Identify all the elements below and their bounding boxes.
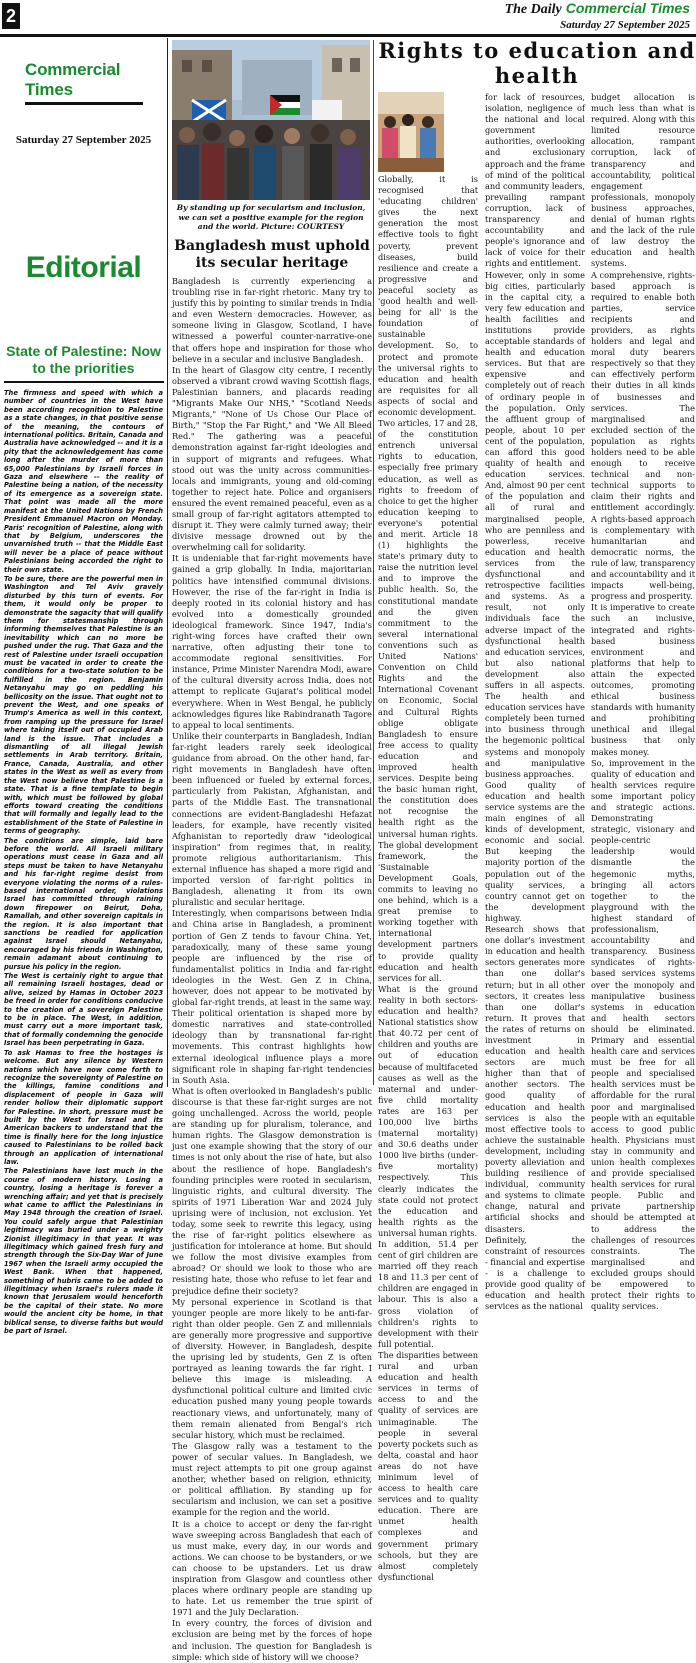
article-headline: Bangladesh must uphold its secular heritage (174, 238, 370, 271)
article-paragraph: The Glasgow rally was a testament to the power of secular values. In Bangladesh, we must reject attempts to pit one group against another, whether based on religion, ethnicity, or political affiliation. By standing up for secularism and inclusion, we can set a positive example for the region and the world. (172, 1440, 372, 1518)
lead-paragraph: Globally, it is recognised that 'educating children' gives the next generation the most effective tools to fight poverty, prevent diseases, build resilience and create a progressive and peaceful society as 'good health and well-being for all' is the foundation of sustainable development. So, to protect and promote the universal rights to education and health are requisites for all aspects of social and economic development. (378, 174, 478, 417)
lead-paragraph: Two articles, 17 and 28, of the constitution entrench universal rights to education, especially free primary education, as well as rights to freedom of choice to get the higher education keeping to everyone's potential and merit. Article 18 (1) highlights the state's primary duty to raise the nutrition level and to improve the public health. So, the constitutional mandate and the given commitment to the several international conventions such as United Nations' Convention on Child Rights and the International Covenant on Economic, Social and Cultural Rights oblige obligate Bangladesh to ensure free access to quality education and improved health services. Despite being the basic human right, the constitution does not recognise the health right as the universal human rights. The global development framework, the 'Sustainable Development Goals, commits to leaving no one behind, which is a great premise to working together with international development partners to provide quality education and health services for all. (378, 418, 478, 983)
article-paragraph: Interestingly, when comparisons between India and China arise in Bangladesh, a prominent portion of Gen Z tends to favour China. Yet, paradoxically, many of these same young people are influenced by the rise of fundamentalist politics in India and far-right ideologies in the West. Gen Z in China, however, does not appear to be motivated by global far-right trends, at least in the same way. Their political orientation is shaped more by domestic narratives and state-controlled ideology than by transnational far-right movements. This contrast highlights how external ideological influence plays a more significant role in shaping far-right tendencies in South Asia. (172, 908, 372, 1085)
editorial-paragraph: The conditions are simple, laid bare before the world. All Israeli military operations must cease in Gaza and all steps must be taken to have Netanyahu and his far-right regime desist from everyone violating the norms of a rules-based international order, violations Israel has committed through raining down firepower on Beirut, Doha, Ramallah, and other sovereign capitals in the region. It is also important that sanctions be readied for application against Israel should Netanyahu, encouraged by his friends in Washington, remain adamant about continuing to pursue his policy in the region. (4, 836, 163, 971)
article-paragraph: My personal experience in Scotland is that younger people are more likely to be anti-far-right than older people. Gen Z and millennials are generally more progressive and supportive of diversity. However, in Bangladesh, despite the uprising led by students, Gen Z is often portrayed as leaning towards the far right. I believe this image is misleading. A dysfunctional political culture and limited civic education pushed many young people towards reactionary views, and unfortunately, many of them remain alienated from Bengal's rich secular history, which must be reclaimed. (172, 1296, 372, 1440)
children-photo (378, 92, 444, 172)
editorial-body (3, 389, 164, 1336)
article-paragraph: Bangladesh is currently experiencing a troubling rise in far-right rhetoric. Many try to justify this by pointing to similar trends in India and even Western democracies. However, as someone living in Glasgow, Scotland, I have witnessed a powerful counter-narrative-one that offers hope and inspiration for those who believe in a secular and inclusive Bangladesh. (172, 276, 372, 364)
page-number: 2 (2, 3, 20, 29)
lead-paragraph: The disparities between rural and urban education and health services in terms of access to and the quality of services are unimaginable. The people in several poverty pockets such as delta, coastal and haor areas do not have minimum level of access to health care services and to quality education. There are unmet health complexes and government primary schools, but they are almost completely dysfunctional (378, 1349, 478, 1582)
lead-paragraph: Good quality of education and health service systems are the main engines of all kinds of development, economic and social. But keeping the majority portion of the population out of the quality services, a country cannot get on the development highway. (485, 779, 585, 923)
lead-paragraph: Definitely, the constraint of resources - financial and expertise - is a challenge to provide good quality of education and health services as the national (485, 1234, 585, 1312)
lead-headline: Rights to education and health (378, 38, 696, 88)
header-rule (0, 34, 696, 37)
masthead (505, 0, 690, 33)
editorial-sidebar (0, 38, 168, 1336)
editorial-paragraph: The West is certainly right to argue that all remaining Israeli hostages, dead or alive, seized by Hamas in October 2023 be freed in order for conditions conducive to the creation of a sovereign Palestine to be in place. The West, in addition, must carry out a more important task, that of formally condemning the genocide Israel has been perpetrating in Gaza. (4, 972, 164, 1048)
column-divider (373, 40, 374, 1085)
article-paragraph: It is undeniable that far-right movements have gained a grip globally. In India, majoritarian politics have intensified communal divisions. However, the rise of the far-right in India is deeply rooted in its colonial history and has evolved into a domestically grounded ideological framework. Since 1947, India's right-wing forces have crafted their own narrative, often adjusting their tone to accommodate regional sensitivities. For instance, Prime Minister Narendra Modi, aware of the cultural diversity across India, does not attempt to replicate Gujarat's political model everywhere. When in West Bengal, he publicly acknowledges figures like Rabindranath Tagore to appeal to local sentiments. (172, 553, 372, 730)
lead-paragraph: What is the ground reality in both sectors- education and health? National statistics show that 40.72 per cent of children and youths are out of education because of multifaceted causes as well as the maternal and under-five child mortality rates are 163 per 100,000 live births (maternal mortality) and 30.6 deaths under 1000 live births (under-five mortality) respectively. This clearly indicates the state could not protect the education and health rights as the universal human rights. (378, 983, 478, 1238)
logo-underline (25, 102, 143, 105)
photo-caption: By standing up for secularism and inclusion, we can set a positive example for the region and the world. Picture: COURTESY (176, 203, 366, 231)
editorial-paragraph: To be sure, there are the powerful men in Washington and Tel Aviv gravely disturbed by this turn of events. For them, it would only be proper to demonstrate the sagacity that will qualify them for statesmanship through informing themselves that Palestine is an inevitability which can no more be pushed under the rug. That Gaza and the rest of Palestine under Israeli occupation must be vacated in order to create the conditions for a two-state solution to be fulfilled in the region. Benjamin Netanyahu may go on peddling his bellicosity on the issue. That ought not to prevent the West, and one speaks of Trump's America as well in this context, from ramping up the pressure for Israel where taking itself out of occupied Arab land is the issue. That includes a dismantling of all illegal Jewish settlements in Arab territory. Britain, France, Canada, Australia, and other states in the West as well as every from the West now believe that Palestine is a state. That is a fine template to begin with, which must be followed by global efforts toward creating the conditions that will formally and legally lead to the establishment of the State of Palestine in terms of geography. (4, 574, 163, 836)
lead-paragraph: It is imperative to create such an inclusive, integrated and rights-based business environment and platforms that help to attain the expected outcomes, promoting ethical business standards with humanity and prohibiting unethical and illegal business that only makes money. (591, 602, 695, 757)
publication-name (505, 0, 690, 18)
editorial-heading: Editorial (25, 251, 142, 284)
editorial-paragraph: The firmness and speed with which a number of countries in the West have been according recognition to Palestine as a state changes, in that positive sense of the meaning, the contours of international politics. Britain, Canada and Australia have acknowledged -- and it is a pity that the acknowledgement has come long after the murder of more than 65,000 Palestinians by Israeli forces in Gaza and elsewhere -- the reality of Palestine being a nation, of the necessity of its emergence as a sovereign state. That point was made all the more manifest at the United Nations by French President Emmanuel Macron on Monday. Paris' recognition of Palestine, along with that by Belgium, underscores the unvarnished truth -- that the Middle East will never be a place of peace without Palestinians being accorded the right to their own state. (4, 389, 163, 574)
article-body (172, 276, 372, 1662)
lead-paragraph: budget allocation is much less than what is required. Along with this limited resource allocation, rampant corruption, lack of transparency and accountability, political engagement professionals, monopoly business approaches, denial of human rights and the lack of the rule of law destroy the education and health systems. (591, 92, 695, 269)
rally-photo (172, 40, 370, 200)
lead-column-2 (485, 92, 585, 1312)
lead-column-3 (591, 92, 695, 1312)
publication-prefix: The Daily (504, 2, 562, 17)
header-date: Saturday 27 September 2025 (560, 19, 690, 31)
editorial-paragraph: The Palestinians have lost much in the course of modern history. Losing a country, losing a heritage is forever a wrenching affair; and yet that is precisely what came to afflict the Palestinians in May 1948 through the creation of Israel. You could safely argue that Palestinian legitimacy was buried under a weighty Zionist illegitimacy in that year. It was illegitimacy which gained fresh fury and strength through the Six-Day War of June 1967 when the Israeli army occupied the West Bank. When that happened, something of hubris came to be added to illegitimacy when Israel's rulers made it known that Jerusalem would henceforth be the capital of their state. No more would the ancient city be home, in that biblical sense, to diverse faiths but would be part of Israel. (4, 1167, 163, 1336)
lead-paragraph: for lack of resources, isolation, negligence of the national and local government authorities, overlooking and exclusionary approach and the frame of mind of the political and community leaders, prevailing rampant corruption, lack of transparency and accountability and people's ignorance and lack of voice for their rights and entitlement. (485, 92, 585, 269)
publication-brand: Commercial Times (565, 0, 690, 16)
article-paragraph: In the heart of Glasgow city centre, I recently observed a vibrant crowd waving Scottish flags, Palestinian banners, and placards reading "Migrants Make Our NHS," "Scotland Needs Migrants," "None of Us Chose Our Place of Birth," "Stop the Far Right," and "We All Bleed Red." The gathering was a peaceful demonstration against far-right ideologies and in support of migrants and refugees. What stood out was the unity across communities-locals and immigrants, young and old-coming together to reject hate. Police and organisers ensured the event remained peaceful, even as a small group of far-right agitators attempted to disrupt it. They were calmly turned away; their divisive message drowned out by the overwhelming call for solidarity. (172, 364, 372, 553)
editorial-title-rule (4, 381, 164, 383)
page-header (0, 0, 696, 34)
sidebar-date: Saturday 27 September 2025 (15, 134, 152, 146)
lead-paragraph: Research shows that one dollar's investment in education and health sectors generates more than one dollar's return; but in all other sectors, it creates less than one dollar's return. It proves that the rates of returns on investment in education and health sectors are much higher than that of another sectors. The good quality of education and health services is also the most effective tools to achieve the sustainable development, including poverty alleviation and building resilience of individual, community and systems to climate change, natural and artificial shocks and disasters. (485, 924, 585, 1234)
sidebar-logo: Commercial Times (25, 60, 121, 99)
lead-paragraph: However, only in some big cities, particularly in the capital city, a very few education and health facilities and institutions provide acceptable standards of health and education services. But that are expensive and completely out of reach of ordinary people in the population. Only the affluent group of people, about 10 per cent of the population, can afford this good quality of health and education services. And, almost 90 per cent of the population and all of rural and marginalised people, who are penniless and powerless, receive education and health services from the dysfunctional and retrospective facilities and systems. As a result, not only individuals face the adverse impact of the dysfunctional health and education services, but also national development also suffers in all aspects. The health and education services have completely been turned into business through the hegemonic political systems and monopoly and manipulative business approaches. (485, 269, 585, 779)
article-paragraph: In every country, the forces of division and exclusion are being met by the forces of hope and inclusion. The question for Bangladesh is simple: which side of history will we choose? (172, 1618, 372, 1662)
lead-paragraph: A comprehensive, rights-based approach is required to enable both parties, service recipients and providers, as rights holders and legal and moral duty bearers respectively so that they can effectively perform their duties in all kinds of businesses and services. The marginalised and excluded section of the population as rights holders need to be able enough to receive technical and non-technical supports to claim their rights and entitlement accordingly. A rights-based approach is complementary with humanitarian and democratic norms, the rule of law, transparency and accountability and it impacts well-being, progress and prosperity. (591, 269, 695, 602)
editorial-paragraph: To ask Hamas to free the hostages is welcome. But any silence by Western nations which have now come forth to recognize the sovereignty of Palestine on the killings, famine conditions and displacement of people in Gaza will render hollow their diplomatic support for Palestine. In short, pressure must be built by the West for Israel and its American backers to understand that the time is finally here for the long injustice caused to Palestinians to be rolled back through an application of international law. (4, 1048, 163, 1166)
lead-paragraph: So, improvement in the quality of education and health services require some important policy and strategic actions. Demonstrating strategic, visionary and people-centric leadership would dismantle the hegemonic myths, bringing all actors together to the playground with the highest standard of professionalism, accountability and transparency. Business syndicates of rights-based services systems over the monopoly and manipulative business systems in education and health sectors should be eliminated. Primary and essential health care and services must be free for all people and specialised health services must be affordable for the rural poor and marginalised people with an equitable access to good public health. Physicians must stay in community and union health complexes and provide specialised health services for rural people. Public and private partnership should be attempted at to address the challenges of resources constraints. The marginalised and excluded groups should be empowered to protect their rights to quality services. (591, 757, 695, 1312)
article-paragraph: Unlike their counterparts in Bangladesh, Indian far-right leaders rarely seek ideological guidance from abroad. On the other hand, far-right movements in Bangladesh have often been influenced or fueled by external forces, particularly from Pakistan, Afghanistan, and parts of the Middle East. The transnational connections are evident-Bangladeshi Hefazat leaders, for example, have recently visited Afghanistan to reportedly draw "ideological inspiration" from regimes that, in reality, promote religious authoritarianism. This external influence has shaped a more rigid and imported version of far-right politics in Bangladesh, alienating it from its own pluralistic and secular heritage. (172, 730, 372, 908)
editorial-title: State of Palestine: Now to the priorities (6, 343, 161, 376)
article-paragraph: What is often overlooked in Bangladesh's public discourse is that these far-right surges are not going unchallenged. Across the world, people are standing up for pluralism, tolerance, and human rights. The Glasgow demonstration is just one example showing that the story of our times is not only about the rise of hate, but also about the resilience of hope. Bangladesh's founding principles were rooted in secularism, linguistic rights, and cultural diversity. The spirits of 1971 Liberation War and 2024 July uprising were of inclusion, not exclusion. Yet today, some seek to rewrite this legacy, using the rise of far-right politics elsewhere as justification for intolerance at home. But should we follow the most divisive examples from abroad? Or should we look to those who are resisting hate, those who refuse to let fear and prejudice define their society? (172, 1085, 372, 1296)
lead-paragraph: In addition, 51.4 per cent of girl children are married off they reach 18 and 11.3 per cent of children are engaged in labour. This is also a gross violation of children's rights to development with their full potential. (378, 1239, 478, 1349)
article-paragraph: It is a choice to accept or deny the far-right wave sweeping across Bangladesh that each of us must make, every day, in our words and actions. We can choose to be bystanders, or we can choose to be upstanders. Let us draw inspiration from Glasgow and countless other places where ordinary people are standing up to hate. Let us remember the true spirit of 1971 and the July Declaration. (172, 1518, 372, 1618)
lead-column-1 (378, 92, 478, 1582)
